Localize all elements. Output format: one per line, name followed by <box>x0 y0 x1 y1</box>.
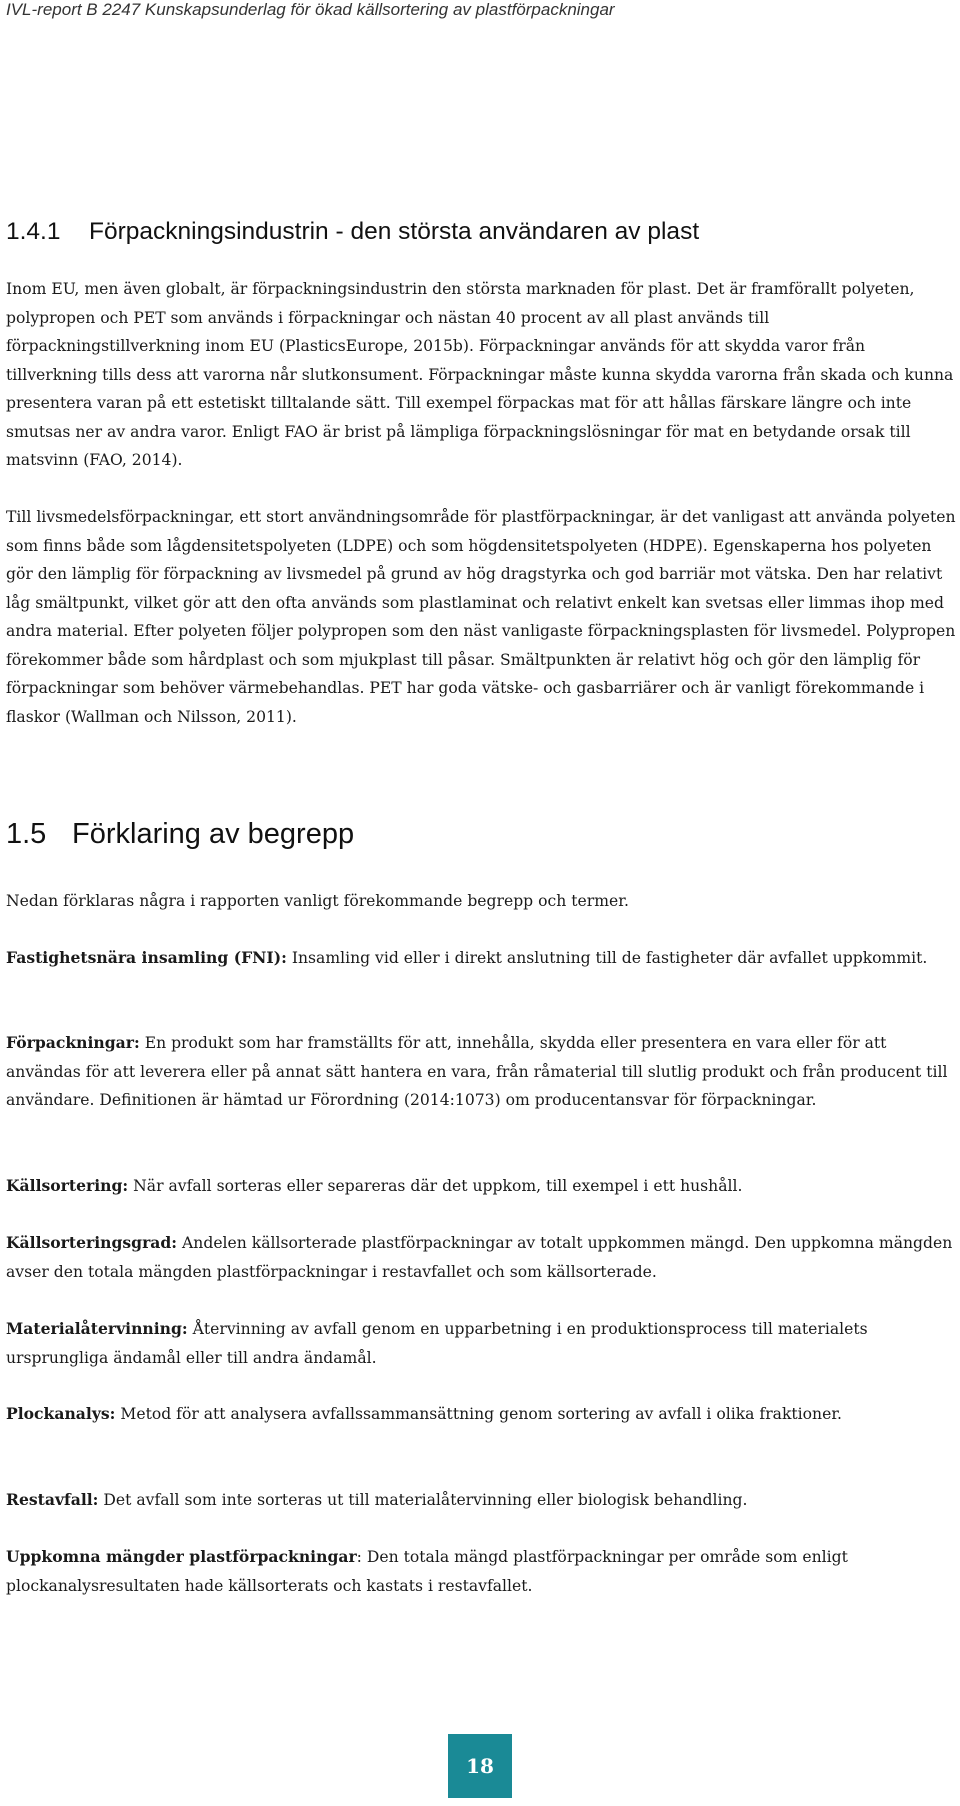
section-title: Förpackningsindustrin - den största användaren av plast <box>89 218 700 245</box>
definition-text: : Den totala mängd plastförpackningar per område som enligt plockanalysresultaten hade källsorterats och kastats i restavfallet. <box>6 1548 848 1595</box>
definition-item <box>6 1172 958 1201</box>
section-title: Förklaring av begrepp <box>72 818 355 850</box>
definition-text: När avfall sorteras eller separeras där det uppkom, till exempel i ett hushåll. <box>128 1177 743 1195</box>
definition-text: Metod för att analysera avfallssammansättning genom sortering av avfall i olika fraktioner. <box>115 1405 843 1423</box>
paragraph-text: Inom EU, men även globalt, är förpackningsindustrin den största marknaden för plast. Det är framförallt polyeten, polypropen och PET som används i förpackningar och nästan 40 procent av all plast används till förpackningstillverkning inom EU (PlasticsEurope, 2015b). Förpackningar används för att skydda varor från tillverkning tills dess att varorna når slutkonsument. Förpackningar måste kunna skydda varorna från skada och kunna presentera varan på ett estetiskt tilltalande sätt. Till exempel förpackas mat för att hållas färskare längre och inte smutsas ner av andra varor. Enligt FAO är brist på lämpliga förpackningslösningar för mat en betydande orsak till matsvinn (FAO, 2014). <box>6 280 954 469</box>
paragraph-text: Till livsmedelsförpackningar, ett stort användningsområde för plastförpackningar, är det vanligast att använda polyeten som finns både som lågdensitetspolyeten (LDPE) och som högdensitetspolyeten (HDPE). Egenskaperna hos polyeten gör den lämplig för förpackning av livsmedel på grund av hög dragstyrka och god barriär mot vätska. Den har relativt låg smältpunkt, vilket gör att den ofta används som plastlaminat och relativt enkelt kan svetsas eller limmas ihop med andra material. Efter polyeten följer polypropen som den näst vanligaste förpackningsplasten för livsmedel. Polypropen förekommer både som hårdplast och som mjukplast till påsar. Smältpunkten är relativt hög och gör den lämplig för förpackningar som behöver värmebehandlas. PET har goda vätske- och gasbarriärer och är vanligt förekommande i flaskor (Wallman och Nilsson, 2011). <box>6 508 956 726</box>
definition-item <box>6 1543 958 1600</box>
definition-term: Källsortering: <box>6 1176 129 1195</box>
page-number-badge: 18 <box>448 1734 512 1798</box>
definition-item <box>6 1486 958 1515</box>
definition-term: Förpackningar: <box>6 1033 140 1052</box>
running-header: IVL-report B 2247 Kunskapsunderlag för ökad källsortering av plastförpackningar <box>6 0 615 19</box>
body-paragraph <box>6 275 958 475</box>
definition-term: Materialåtervinning: <box>6 1319 188 1338</box>
definition-text: Återvinning av avfall genom en upparbetning i en produktionsprocess till materialets ursprungliga ändamål eller till andra ändamål. <box>6 1320 868 1367</box>
definition-item <box>6 1029 958 1115</box>
definition-item <box>6 1315 958 1372</box>
section-number: 1.4.1 <box>6 218 61 245</box>
intro-paragraph <box>6 887 958 916</box>
definition-term: Plockanalys: <box>6 1404 116 1423</box>
section-number: 1.5 <box>6 818 47 850</box>
definition-term: Källsorteringsgrad: <box>6 1233 178 1252</box>
definition-term: Fastighetsnära insamling (FNI): <box>6 948 287 967</box>
definition-text: En produkt som har framställts för att, innehålla, skydda eller presentera en vara eller för att användas för att leverera eller på annat sätt hantera en vara, från råmaterial till slutlig produkt och från producent till användare. Definitionen är hämtad ur Förordning (2014:1073) om producentansvar för förpackningar. <box>6 1034 948 1109</box>
section-heading-1-5 <box>6 818 354 851</box>
definition-term: Restavfall: <box>6 1490 99 1509</box>
paragraph-text: Nedan förklaras några i rapporten vanligt förekommande begrepp och termer. <box>6 892 629 910</box>
definition-text: Insamling vid eller i direkt anslutning till de fastigheter där avfallet uppkommit. <box>286 949 928 967</box>
section-heading-1-4-1 <box>6 218 699 246</box>
definition-term: Uppkomna mängder plastförpackningar <box>6 1547 357 1566</box>
definition-item <box>6 1400 958 1429</box>
definition-text: Det avfall som inte sorteras ut till materialåtervinning eller biologisk behandling. <box>98 1491 748 1509</box>
definition-item <box>6 944 958 973</box>
definition-text: Andelen källsorterade plastförpackningar av totalt uppkommen mängd. Den uppkomna mängden avser den totala mängden plastförpackningar i restavfallet och som källsorterade. <box>6 1234 953 1281</box>
definition-item <box>6 1229 958 1286</box>
body-paragraph <box>6 503 958 731</box>
